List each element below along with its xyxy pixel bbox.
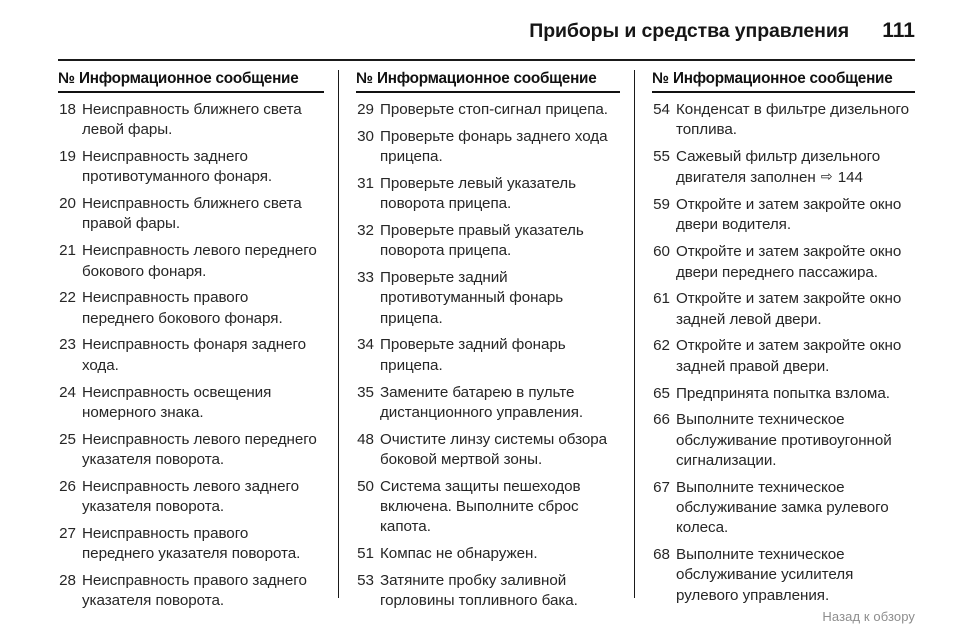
- message-text: Затяните пробку заливной горловины топливного бака.: [380, 571, 578, 610]
- table-row: [356, 383, 620, 424]
- table-row: [652, 410, 915, 471]
- table-row: [652, 545, 915, 606]
- column-header-number-symbol: №: [356, 70, 373, 87]
- message-text: Неисправность правого переднего указателя поворота.: [82, 524, 301, 563]
- message-text: Откройте и затем закройте окно двери водителя.: [676, 196, 902, 234]
- column-header-label: Информационное сообщение: [673, 70, 893, 87]
- message-number: 67: [653, 478, 670, 496]
- table-row: [58, 383, 324, 424]
- message-column-3: [634, 70, 915, 604]
- message-number: 19: [59, 148, 76, 166]
- message-number: 60: [653, 243, 670, 261]
- message-text: Предпринята попытка взлома.: [676, 384, 890, 402]
- table-row: [652, 384, 915, 404]
- table-row: [356, 477, 620, 538]
- table-row: [652, 147, 915, 189]
- message-number: 18: [59, 101, 76, 118]
- message-text: Неисправность освещения номерного знака.: [82, 383, 272, 421]
- message-number: 29: [357, 101, 374, 118]
- table-row: [652, 336, 915, 377]
- message-number: 65: [653, 384, 670, 402]
- message-number: 35: [357, 383, 374, 401]
- message-text: Выполните техническое обслуживание противоугонной сигнализации.: [676, 411, 892, 469]
- page-header: [58, 12, 915, 50]
- message-text: Система защиты пешеходов включена. Выполните сброс капота.: [380, 477, 581, 536]
- message-column-2: [338, 70, 634, 610]
- message-number: 34: [357, 336, 374, 354]
- message-text: Неисправность фонаря заднего хода.: [82, 336, 307, 374]
- table-row: [356, 268, 620, 329]
- message-rows-1: [58, 100, 324, 612]
- table-row: [652, 478, 915, 539]
- table-row: [58, 288, 324, 329]
- message-text: Выполните техническое обслуживание усилителя рулевого управления.: [676, 546, 854, 604]
- message-text: Выполните техническое обслуживание замка рулевого колеса.: [676, 478, 889, 537]
- message-number: 28: [59, 571, 76, 589]
- message-number: 53: [357, 571, 374, 589]
- column-header-2: [356, 70, 620, 93]
- table-row: [356, 544, 620, 564]
- message-text: Неисправность левого заднего указателя поворота.: [82, 477, 300, 516]
- table-row: [356, 571, 620, 612]
- table-row: [58, 241, 324, 282]
- message-number: 27: [59, 524, 76, 542]
- column-header-number-symbol: №: [58, 70, 75, 87]
- message-text: Сажевый фильтр дизельного двигателя заполнен ⇨ 144: [676, 148, 881, 187]
- table-row: [652, 100, 915, 141]
- message-text: Неисправность правого заднего указателя поворота.: [82, 571, 307, 610]
- table-row: [652, 242, 915, 283]
- message-number: 61: [653, 290, 670, 308]
- table-row: [58, 147, 324, 188]
- table-row: [58, 335, 324, 376]
- message-number: 59: [653, 196, 670, 214]
- message-number: 51: [357, 545, 374, 563]
- table-row: [356, 100, 620, 120]
- message-text: Неисправность заднего противотуманного фонаря.: [82, 148, 273, 186]
- message-text: Замените батарею в пульте дистанционного управления.: [380, 383, 584, 421]
- message-text: Проверьте задний противотуманный фонарь прицепа.: [380, 269, 564, 327]
- table-row: [356, 174, 620, 215]
- table-row: [652, 195, 915, 236]
- page-title: Приборы и средства управления: [529, 19, 849, 42]
- column-header-3: [652, 70, 915, 93]
- message-number: 68: [653, 546, 670, 564]
- message-rows-3: [652, 100, 915, 606]
- table-row: [356, 127, 620, 168]
- message-number: 31: [357, 174, 374, 192]
- message-text: Компас не обнаружен.: [380, 545, 538, 563]
- message-text: Откройте и затем закройте окно двери переднего пассажира.: [676, 243, 902, 281]
- message-text: Неисправность левого переднего указателя поворота.: [82, 430, 317, 468]
- column-header-number-symbol: №: [652, 70, 669, 87]
- column-header-1: [58, 70, 324, 93]
- message-text: Проверьте задний фонарь прицепа.: [380, 336, 566, 374]
- message-number: 22: [59, 289, 76, 307]
- back-to-overview-link[interactable]: Назад к обзору: [822, 609, 915, 624]
- message-text: Неисправность левого переднего бокового фонаря.: [82, 242, 317, 280]
- message-number: 23: [59, 336, 76, 354]
- message-number: 62: [653, 337, 670, 355]
- message-text: Неисправность ближнего света правой фары.: [82, 195, 302, 233]
- message-text: Неисправность ближнего света левой фары.: [82, 101, 302, 139]
- table-row: [356, 335, 620, 376]
- page-reference-arrow-icon: ⇨: [820, 168, 833, 185]
- message-text: Проверьте левый указатель поворота прицепа.: [380, 174, 576, 213]
- table-row: [58, 194, 324, 235]
- column-header-label: Информационное сообщение: [79, 70, 299, 87]
- table-row: [58, 571, 324, 612]
- message-text: Проверьте фонарь заднего хода прицепа.: [380, 127, 608, 166]
- table-row: [58, 524, 324, 565]
- table-row: [58, 430, 324, 471]
- message-text: Откройте и затем закройте окно задней правой двери.: [676, 337, 902, 375]
- message-text: Очистите линзу системы обзора боковой мертвой зоны.: [380, 430, 608, 468]
- message-number: 50: [357, 477, 374, 495]
- message-text: Неисправность правого переднего бокового фонаря.: [82, 289, 283, 327]
- message-column-1: [58, 70, 338, 610]
- message-rows-2: [356, 100, 620, 612]
- message-number: 25: [59, 430, 76, 448]
- message-number: 20: [59, 195, 76, 213]
- message-number: 33: [357, 269, 374, 287]
- message-number: 26: [59, 477, 76, 495]
- message-number: 66: [653, 411, 670, 429]
- table-row: [58, 477, 324, 518]
- message-table-columns: [58, 70, 915, 610]
- page-number: 111: [882, 19, 915, 42]
- table-row: [652, 289, 915, 330]
- message-number: 21: [59, 242, 76, 260]
- message-number: 54: [653, 101, 670, 118]
- header-divider: [58, 59, 915, 61]
- message-number: 30: [357, 127, 374, 145]
- message-text: Конденсат в фильтре дизельного топлива.: [676, 101, 910, 139]
- message-number: 55: [653, 148, 670, 166]
- table-row: [58, 100, 324, 141]
- message-number: 48: [357, 430, 374, 448]
- message-number: 32: [357, 221, 374, 239]
- message-text: Проверьте стоп-сигнал прицепа.: [380, 101, 608, 118]
- column-header-label: Информационное сообщение: [377, 70, 597, 87]
- table-row: [356, 221, 620, 262]
- message-number: 24: [59, 383, 76, 401]
- message-text: Проверьте правый указатель поворота прицепа.: [380, 221, 584, 260]
- message-text: Откройте и затем закройте окно задней левой двери.: [676, 290, 902, 328]
- table-row: [356, 430, 620, 471]
